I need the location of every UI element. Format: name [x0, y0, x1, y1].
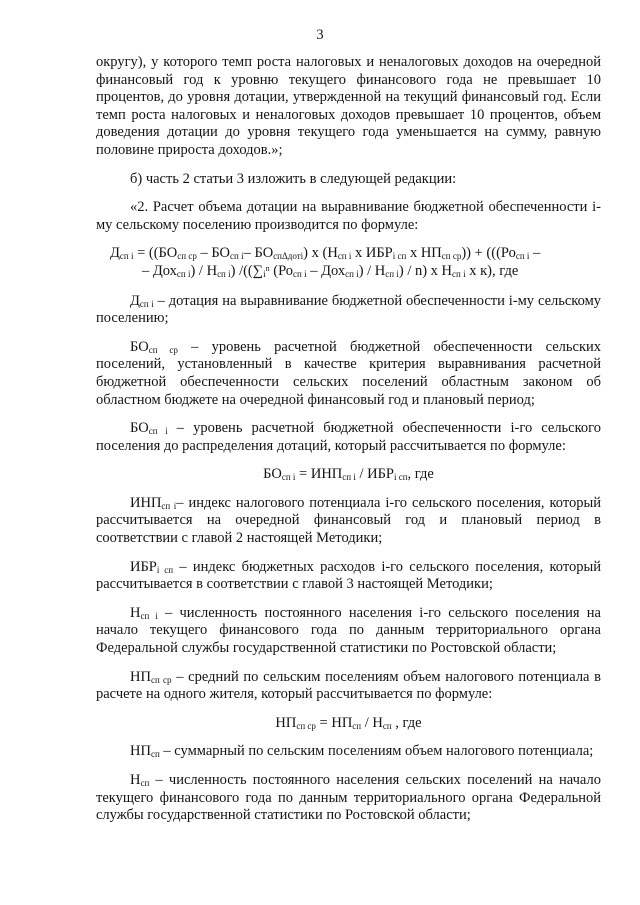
formula-np-avg: $НП_{сп ср} = НП_{сп} / Н_{сп}$ , где: [275, 714, 422, 731]
page-number: 3: [316, 27, 324, 43]
definition-bo-avg: $БО_{сп ср}$ – уровень расчетной бюджетной обеспеченности сельских поселений, установленный в качестве критерия выравнивания расчетной бюджетной обеспеченности сельских поселений областным законом об областном бюджете на очередной финансовый год и плановый период;: [96, 338, 601, 408]
paragraph-amendment-b: б) часть 2 статьи 3 изложить в следующей редакции:: [130, 170, 457, 187]
document-body: [96, 54, 601, 836]
paragraph-continuation: округу), у которого темп роста налоговых и неналоговых доходов на очередной финансовый год к уровню текущего финансового года не превышает 10 процентов, до уровня дотации, утвержденной на текущий финансовый год. Если темп роста налоговых и неналоговых доходов превышает 10 процентов, объем доведения дотации до уровня текущего года уменьшается на сумму, равную половине прироста доходов.»;: [96, 54, 601, 158]
definition-subsidy: $Д_{сп i}$ – дотация на выравнивание бюджетной обеспеченности i-му сельскому поселению;: [96, 292, 601, 327]
definition-population-i: $Н_{сп i}$ – численность постоянного населения i-го сельского поселения на начало текущего финансового года по данным территориального органа Федеральной службы государственной статистики по Ростовской области;: [96, 604, 601, 657]
definition-population-total: $Н_{сп}$ – численность постоянного населения сельских поселений на начало текущего финансового года по данным территориального органа Федеральной службы государственной статистики по Ростовской области;: [96, 772, 601, 824]
definition-bo-i: $БО_{сп i}$ – уровень расчетной бюджетной обеспеченности i-го сельского поселения до распределения дотаций, который рассчитывается по формуле:: [96, 420, 601, 454]
paragraph-part-2: «2. Расчет объема дотации на выравнивание бюджетной обеспеченности i-му сельскому поселению производится по формуле:: [96, 199, 601, 233]
definition-ibr: $ИБР_{i сп}$ – индекс бюджетных расходов i-го сельского поселения, который рассчитывается в соответствии с главой 3 настоящей Методики;: [96, 558, 601, 593]
formula-bo-i: $БО_{сп i} = ИНП_{сп i} / ИБР_{i сп}$, где: [263, 466, 434, 483]
definition-np-total: $НП_{сп}$ – суммарный по сельским поселениям объем налогового потенциала;: [130, 743, 594, 760]
definition-np-avg: $НП_{сп ср}$ – средний по сельским поселениям объем налогового потенциала в расчете на одного жителя, который рассчитывается по формуле:: [96, 668, 602, 703]
definition-inp: $ИНП_{сп i}-$ индекс налогового потенциала i-го сельского поселения, который рассчитывается на очередной финансовый год и плановый период в соответствии с главой 2 настоящей Методики;: [96, 494, 601, 547]
formula-subsidy: $Д_{сп i} = ((БО_{сп ср} - БО_{сп i}-$ $БО_{сп\Delta дотi}$) х ($Н_{сп i}$ х $ИБР_{i сп}$ х $НП_{сп ср})) + (((Ро_{сп i}$ – – $Дох_{сп i}) / Н_{сп i}$) $/((\sum_i^n$ $(Ро_{сп i} - Дох_{сп i}) / Н_{сп i}) / n$) х $Н_{сп i}$ х к), где: [110, 245, 541, 279]
